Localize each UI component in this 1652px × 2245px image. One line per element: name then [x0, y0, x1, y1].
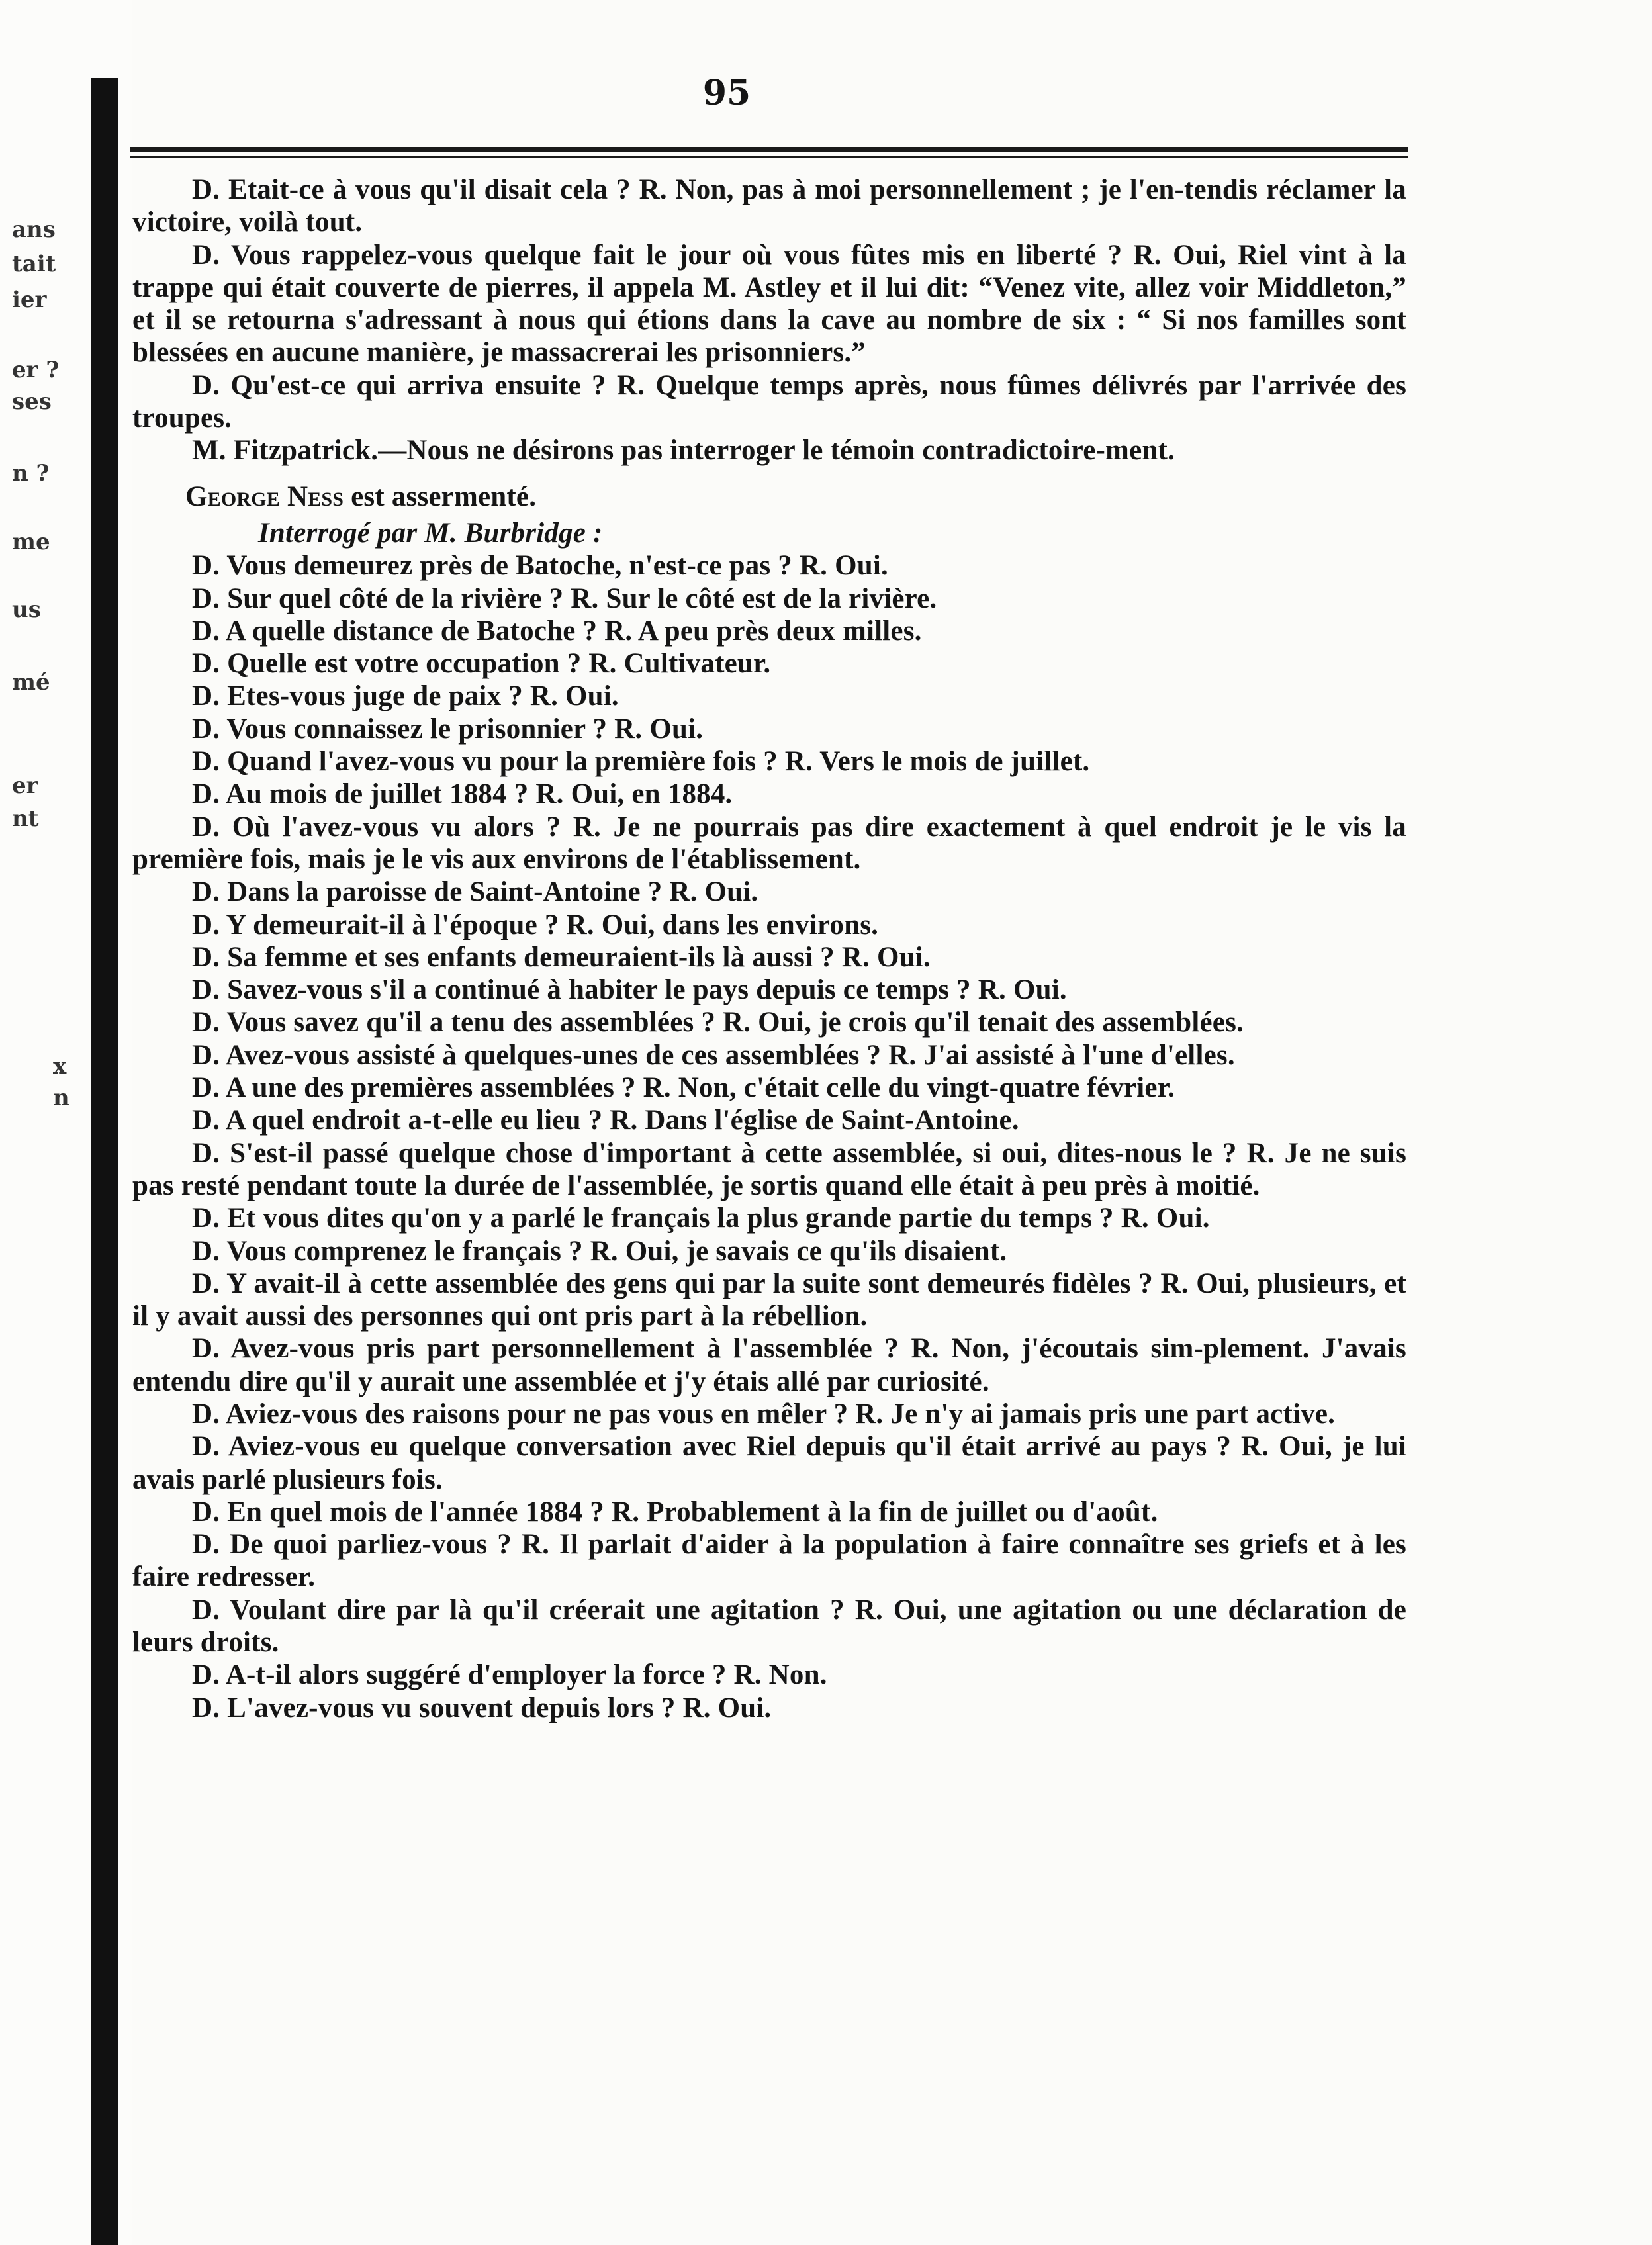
qa-line: D. Quand l'avez-vous vu pour la première fois ? R. Vers le mois de juillet. [192, 746, 1090, 778]
qa-line: D. Aviez-vous eu quelque conversation avec Riel depuis qu'il était arrivé au pays ? R. Oui, je lui avais parlé plusieurs fois. [132, 1431, 1406, 1495]
qa-line: D. Y avait-il à cette assemblée des gens qui par la suite sont demeurés fidèles ? R. Oui, plusieurs, et il y avait aussi des personnes qui ont pris part à la rébellion. [132, 1267, 1406, 1332]
qa-line: D. Y demeurait-il à l'époque ? R. Oui, dans les environs. [192, 909, 879, 940]
paragraph: D. Etait-ce à vous qu'il disait cela ? R. Non, pas à moi personnellement ; je l'en-tendis réclamer la victoire, voilà tout. [132, 174, 1406, 238]
header-rule-thin [130, 156, 1408, 158]
margin-fragment: us [12, 596, 41, 623]
qa-line: D. Vous connaissez le prisonnier ? R. Oui. [192, 713, 704, 745]
header-rule [130, 147, 1408, 152]
witness-sworn: est assermenté. [351, 481, 537, 512]
qa-line: D. De quoi parliez-vous ? R. Il parlait d'aider à la population à faire connaître ses griefs et à les faire redresser. [132, 1529, 1406, 1593]
margin-fragment: ier [12, 287, 47, 313]
margin-fragment: n [53, 1085, 69, 1111]
qa-line: D. Au mois de juillet 1884 ? R. Oui, en 1884. [192, 778, 733, 810]
qa-line: D. A quel endroit a-t-elle eu lieu ? R. Dans l'église de Saint-Antoine. [192, 1105, 1019, 1136]
body-text [132, 173, 1406, 1724]
witness-name: George Ness [185, 481, 344, 512]
qa-line: D. Aviez-vous des raisons pour ne pas vous en mêler ? R. Je n'y ai jamais pris une part active. [192, 1398, 1336, 1430]
margin-fragment: x [53, 1053, 67, 1079]
qa-line: D. Vous savez qu'il a tenu des assemblées ? R. Oui, je crois qu'il tenait des assemblées. [192, 1007, 1244, 1038]
qa-line: D. A une des premières assemblées ? R. Non, c'était celle du vingt-quatre février. [192, 1072, 1175, 1104]
qa-line: D. Et vous dites qu'on y a parlé le français la plus grande partie du temps ? R. Oui. [192, 1203, 1210, 1234]
qa-line: D. Etes-vous juge de paix ? R. Oui. [192, 680, 619, 712]
margin-fragment: ses [12, 389, 52, 415]
qa-line: D. Savez-vous s'il a continué à habiter le pays depuis ce temps ? R. Oui. [192, 974, 1067, 1006]
qa-line: D. Avez-vous pris part personnellement à l'assemblée ? R. Non, j'écoutais sim-plement. J'avais entendu dire qu'il y aurait une assemblée et j'y étais allé par curiosité. [132, 1333, 1406, 1397]
paragraph: M. Fitzpatrick.—Nous ne désirons pas interroger le témoin contradictoire-ment. [192, 435, 1175, 467]
qa-line: D. Où l'avez-vous vu alors ? R. Je ne pourrais pas dire exactement à quel endroit je le vis la première fois, mais je le vis aux environs de l'établissement. [132, 811, 1406, 875]
qa-line: D. Vous comprenez le français ? R. Oui, je savais ce qu'ils disaient. [192, 1235, 1007, 1267]
page-number: 95 [702, 73, 751, 113]
margin-fragment: mé [12, 669, 50, 696]
margin-fragment: tait [12, 251, 56, 277]
qa-line: D. S'est-il passé quelque chose d'important à cette assemblée, si oui, dites-nous le ? R. Je ne suis pas resté pendant toute la durée de l'assemblée, je sortis quand elle était à peu près à moitié. [132, 1137, 1406, 1201]
qa-line: D. Quelle est votre occupation ? R. Cultivateur. [192, 648, 771, 680]
margin-fragment: er ? [12, 357, 60, 383]
margin-fragment: ans [12, 216, 56, 243]
qa-line: D. Vous demeurez près de Batoche, n'est-ce pas ? R. Oui. [192, 550, 888, 582]
paragraph: D. Vous rappelez-vous quelque fait le jour où vous fûtes mis en liberté ? R. Oui, Riel vint à la trappe qui était couverte de pierres, il appela M. Astley et il lui dit: “Venez vite, allez voir Middleton,” et il se retourna s'adressant à nous qui étions dans la cave au nombre de six : “ Si nos familles sont blessées en aucune manière, je massacrerai les prisonniers.” [132, 239, 1406, 369]
qa-line: D. Sur quel côté de la rivière ? R. Sur le côté est de la rivière. [192, 582, 937, 614]
margin-fragment: n ? [12, 460, 50, 486]
qa-list [132, 549, 1406, 1724]
qa-line: D. En quel mois de l'année 1884 ? R. Probablement à la fin de juillet ou d'août. [192, 1496, 1158, 1528]
witness-heading [132, 481, 1406, 513]
margin-fragment: me [12, 529, 50, 555]
qa-line: D. A-t-il alors suggéré d'employer la force ? R. Non. [192, 1659, 827, 1691]
qa-line: D. Voulant dire par là qu'il créerait une agitation ? R. Oui, une agitation ou une déclaration de leurs droits. [132, 1594, 1406, 1659]
margin-fragment: er [12, 772, 38, 799]
qa-line: D. Dans la paroisse de Saint-Antoine ? R. Oui. [192, 876, 758, 908]
margin-fragment: nt [12, 805, 39, 832]
qa-line: D. L'avez-vous vu souvent depuis lors ? R. Oui. [192, 1692, 772, 1723]
qa-line: D. Avez-vous assisté à quelques-unes de ces assemblées ? R. J'ai assisté à l'une d'elles. [192, 1039, 1235, 1071]
paragraph: D. Qu'est-ce qui arriva ensuite ? R. Quelque temps après, nous fûmes délivrés par l'arrivée des troupes. [132, 369, 1406, 434]
qa-line: D. Sa femme et ses enfants demeuraient-ils là aussi ? R. Oui. [192, 941, 931, 973]
gutter-shadow [91, 78, 118, 2245]
qa-line: D. A quelle distance de Batoche ? R. A peu près deux milles. [192, 615, 922, 647]
interrogation-heading: Interrogé par M. Burbridge : [258, 517, 603, 549]
